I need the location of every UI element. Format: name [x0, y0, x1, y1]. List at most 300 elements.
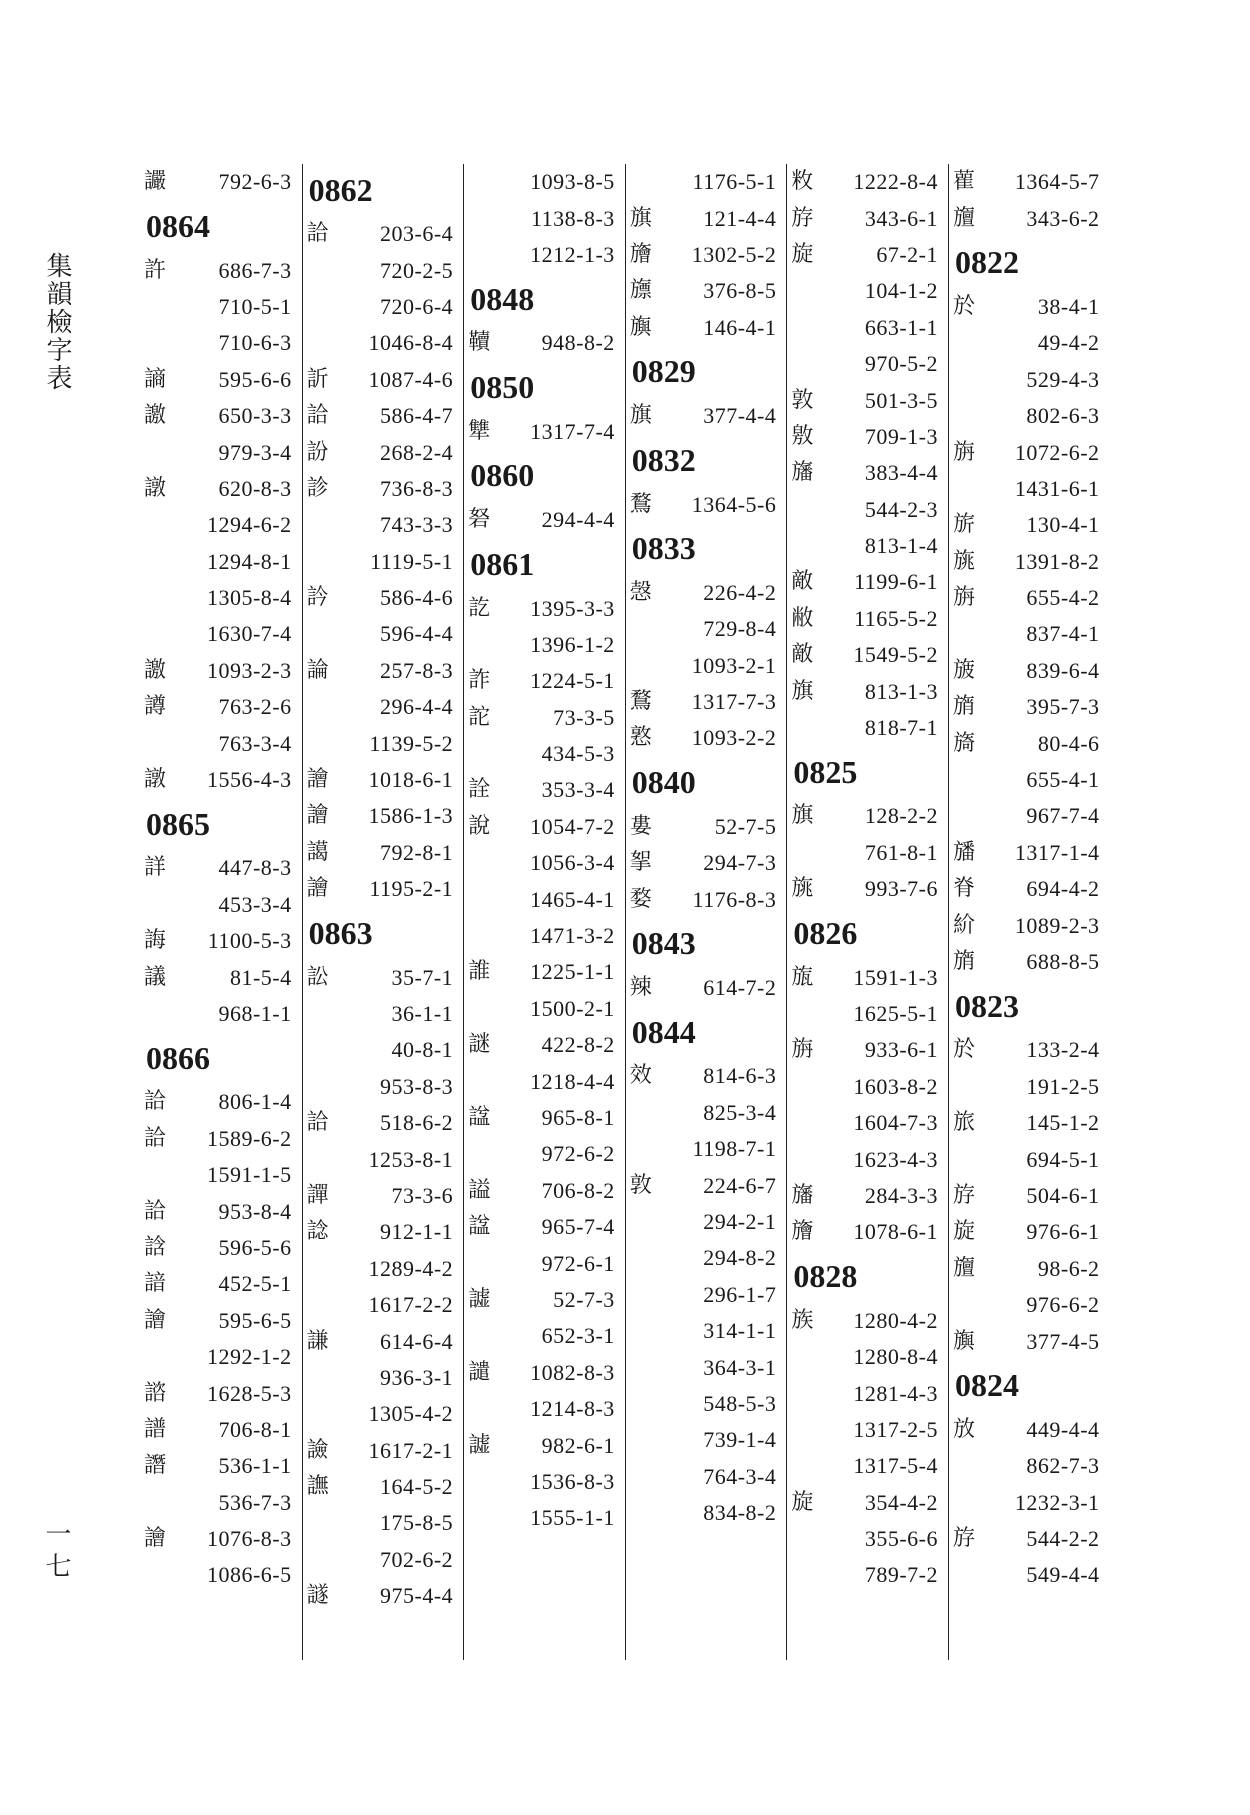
entry-reference: 1212-1-3 — [530, 241, 615, 267]
index-entry — [144, 362, 298, 398]
index-entry — [953, 871, 1106, 907]
entry-reference: 595-6-5 — [218, 1307, 292, 1333]
entry-reference: 702-6-2 — [380, 1546, 454, 1572]
entry-character: 旃 — [952, 439, 975, 465]
index-entry — [144, 996, 298, 1032]
index-entry — [953, 1141, 1106, 1177]
entry-reference: 146-4-1 — [703, 314, 777, 340]
entry-reference: 1317-7-4 — [530, 418, 615, 444]
entry-reference: 1138-8-3 — [530, 205, 615, 231]
index-entry — [953, 907, 1106, 943]
entry-character: 挐 — [629, 850, 652, 876]
index-entry — [953, 1287, 1106, 1323]
index-entry — [630, 1277, 783, 1313]
entry-reference: 1280-4-2 — [853, 1307, 938, 1333]
index-entry — [953, 944, 1106, 980]
index-entry — [307, 798, 460, 834]
entry-character: 謚 — [468, 1177, 491, 1203]
entry-reference: 736-8-3 — [380, 475, 454, 501]
entry-reference: 67-2-1 — [876, 241, 938, 267]
index-entry — [630, 237, 783, 273]
index-entry — [953, 544, 1106, 580]
entry-reference: 395-7-3 — [1026, 694, 1100, 720]
entry-character: 訢 — [306, 366, 329, 392]
index-entry — [144, 1339, 298, 1375]
index-entry — [468, 1173, 621, 1209]
index-entry — [468, 325, 621, 361]
index-entry — [307, 1032, 460, 1068]
entry-reference: 314-1-1 — [703, 1318, 777, 1344]
section-heading: 0862 — [308, 171, 373, 208]
entry-reference: 729-8-4 — [703, 616, 777, 642]
index-entry — [307, 507, 460, 543]
entry-reference: 296-1-7 — [703, 1281, 777, 1307]
index-entry — [791, 382, 944, 418]
index-entry — [468, 736, 621, 772]
entry-character: 譮 — [144, 1526, 167, 1552]
entry-reference: 544-2-2 — [1026, 1526, 1100, 1552]
index-entry — [630, 1459, 783, 1495]
entry-reference: 818-7-1 — [864, 715, 938, 741]
entry-character: 鶩 — [629, 491, 652, 517]
entry-character: 譴 — [468, 1359, 491, 1385]
entry-reference: 694-5-1 — [1026, 1146, 1100, 1172]
entry-reference: 1549-5-2 — [853, 642, 938, 668]
entry-character: 旓 — [952, 694, 975, 720]
entry-reference: 548-5-3 — [703, 1390, 777, 1416]
index-entry — [791, 1521, 944, 1557]
index-entry — [468, 1209, 621, 1245]
index-entry — [791, 1032, 944, 1068]
index-entry — [468, 991, 621, 1027]
entry-reference: 1317-7-3 — [691, 689, 777, 715]
entry-character: 譜 — [144, 1416, 167, 1442]
entry-reference: 1089-2-3 — [1014, 912, 1100, 938]
entry-reference: 813-1-3 — [864, 678, 938, 704]
index-column — [463, 164, 625, 1660]
entry-reference: 763-3-4 — [218, 730, 292, 756]
entry-reference: 972-6-1 — [541, 1250, 615, 1276]
section-heading: 0825 — [793, 753, 858, 790]
entry-character: 韇 — [468, 330, 491, 356]
index-entry — [468, 663, 621, 699]
entry-reference: 294-7-3 — [703, 850, 777, 876]
index-entry — [307, 616, 460, 652]
entry-reference: 1591-1-3 — [853, 964, 938, 990]
index-entry — [144, 325, 298, 361]
section-heading: 0864 — [146, 207, 210, 244]
section-heading: 0850 — [470, 369, 535, 406]
entry-reference: 1623-4-3 — [853, 1146, 938, 1172]
entry-reference: 434-5-3 — [541, 741, 615, 767]
entry-character: 譃 — [468, 1286, 491, 1312]
entry-reference: 965-8-1 — [541, 1105, 615, 1130]
entry-reference: 1556-4-3 — [206, 767, 292, 793]
index-entry — [791, 835, 944, 871]
entry-character: 譮 — [306, 876, 329, 902]
entry-character: 諳 — [144, 1271, 167, 1297]
entry-reference: 529-4-3 — [1026, 366, 1100, 392]
entry-character: 旋 — [791, 241, 814, 267]
entry-character: 敵 — [791, 569, 814, 595]
index-entry — [144, 887, 298, 923]
section-heading: 0865 — [146, 805, 210, 842]
entry-character: 放 — [952, 1416, 975, 1442]
index-entry — [144, 1375, 298, 1411]
entry-reference: 834-8-2 — [703, 1500, 777, 1526]
entry-character: 旐 — [791, 876, 814, 902]
index-entry — [307, 471, 460, 507]
entry-reference: 720-2-5 — [380, 257, 454, 283]
index-entry — [630, 200, 783, 236]
index-entry — [630, 1240, 783, 1276]
entry-reference: 452-5-1 — [218, 1271, 292, 1297]
index-entry — [791, 1557, 944, 1593]
entry-reference: 1317-5-4 — [853, 1453, 938, 1479]
index-entry — [630, 1495, 783, 1531]
entry-reference: 975-4-4 — [380, 1583, 454, 1609]
index-entry — [791, 1375, 944, 1411]
index-entry — [144, 544, 298, 580]
index-entry — [791, 1105, 944, 1141]
entry-reference: 655-4-1 — [1026, 767, 1100, 793]
entry-reference: 839-6-4 — [1026, 657, 1100, 683]
entry-reference: 596-5-6 — [218, 1234, 292, 1260]
entry-character: 譪 — [306, 839, 329, 865]
entry-reference: 763-2-6 — [218, 694, 292, 720]
index-entry — [953, 1251, 1106, 1287]
entry-character: 脊 — [952, 876, 975, 902]
index-entry — [468, 1100, 621, 1136]
entry-character: 旓 — [952, 949, 975, 974]
entry-reference: 422-8-2 — [541, 1032, 615, 1058]
entry-reference: 709-1-3 — [864, 423, 938, 449]
entry-reference: 73-3-6 — [391, 1182, 454, 1208]
entry-character: 敦 — [791, 387, 814, 413]
entry-character: 憝 — [629, 725, 652, 751]
entry-reference: 203-6-4 — [380, 221, 454, 247]
entry-reference: 1500-2-1 — [530, 995, 615, 1021]
index-entry — [307, 398, 460, 434]
entry-character: 誝 — [144, 1234, 167, 1260]
index-entry — [307, 325, 460, 361]
index-column — [302, 164, 464, 1660]
entry-character: 詮 — [468, 777, 491, 803]
index-entry — [791, 1303, 944, 1339]
entry-reference: 802-6-3 — [1026, 403, 1100, 429]
index-entry — [307, 1396, 460, 1432]
index-entry — [953, 1105, 1106, 1141]
entry-reference: 1591-1-5 — [206, 1162, 292, 1188]
entry-reference: 1232-3-1 — [1014, 1489, 1100, 1515]
index-entry — [791, 1339, 944, 1375]
entry-character: 詥 — [144, 1089, 167, 1115]
index-column — [786, 164, 948, 1660]
entry-character: 敦 — [629, 1172, 652, 1198]
entry-character: 紒 — [952, 912, 975, 938]
index-entry — [791, 455, 944, 491]
index-entry — [307, 362, 460, 398]
entry-character: 諗 — [306, 1219, 329, 1245]
entry-reference: 1305-8-4 — [206, 585, 292, 611]
entry-reference: 663-1-1 — [864, 314, 938, 340]
entry-reference: 1305-4-2 — [368, 1401, 454, 1427]
index-entry — [791, 310, 944, 346]
section-heading: 0863 — [308, 914, 373, 951]
index-entry — [144, 289, 298, 325]
entry-reference: 1078-6-1 — [853, 1219, 938, 1245]
entry-character: 辣 — [629, 975, 652, 1001]
index-entry — [307, 835, 460, 871]
index-entry — [468, 772, 621, 808]
index-entry — [307, 996, 460, 1032]
index-entry — [953, 507, 1106, 543]
entry-reference: 128-2-2 — [864, 803, 938, 829]
entry-reference: 655-4-2 — [1026, 585, 1100, 611]
entry-character: 訜 — [306, 439, 329, 465]
entry-character: 雚 — [952, 169, 975, 195]
entry-character: 旝 — [791, 1219, 814, 1245]
index-entry — [953, 362, 1106, 398]
entry-reference: 376-8-5 — [703, 278, 777, 304]
index-entry — [630, 486, 783, 522]
index-entry — [468, 845, 621, 881]
entry-character: 於 — [952, 1037, 975, 1063]
index-entry — [953, 1412, 1106, 1448]
entry-reference: 1139-5-2 — [369, 730, 454, 756]
entry-reference: 586-4-7 — [380, 403, 454, 429]
entry-character: 譐 — [144, 694, 167, 720]
index-column — [140, 164, 302, 1660]
entry-reference: 792-8-1 — [380, 839, 454, 865]
entry-character: 旝 — [629, 241, 652, 267]
entry-reference: 35-7-1 — [391, 964, 454, 990]
entry-reference: 1431-6-1 — [1014, 475, 1100, 501]
index-entry — [144, 959, 298, 995]
index-entry — [468, 590, 621, 626]
index-entry — [144, 507, 298, 543]
index-entry — [468, 1282, 621, 1318]
index-entry — [307, 1251, 460, 1287]
entry-reference: 377-4-4 — [703, 403, 777, 429]
index-entry — [307, 252, 460, 288]
index-entry — [307, 1469, 460, 1505]
entry-reference: 353-3-4 — [541, 777, 615, 803]
entry-reference: 1214-8-3 — [530, 1396, 615, 1422]
entry-reference: 1280-8-4 — [853, 1344, 938, 1370]
entry-reference: 792-6-3 — [218, 169, 292, 195]
entry-character: 旖 — [952, 730, 975, 756]
index-entry — [307, 289, 460, 325]
entry-character: 謪 — [144, 366, 167, 392]
entry-reference: 764-3-4 — [703, 1463, 777, 1489]
index-entry — [630, 1349, 783, 1385]
index-entry — [468, 918, 621, 954]
index-entry — [630, 845, 783, 881]
entry-reference: 596-4-4 — [380, 621, 454, 647]
index-entry — [307, 1578, 460, 1614]
entry-character: 詳 — [144, 855, 167, 881]
entry-reference: 1589-6-2 — [206, 1125, 292, 1151]
entry-reference: 1195-2-1 — [369, 876, 454, 902]
entry-reference: 1289-4-2 — [368, 1255, 454, 1281]
entry-character: 旚 — [629, 278, 652, 304]
index-entry — [630, 575, 783, 611]
index-entry — [468, 1136, 621, 1172]
entry-character: 旙 — [952, 839, 975, 865]
index-entry — [468, 1355, 621, 1391]
index-column — [625, 164, 787, 1660]
entry-reference: 965-7-4 — [541, 1214, 615, 1240]
entry-character: 讝 — [144, 169, 167, 195]
entry-character: 說 — [468, 813, 491, 839]
index-entry — [144, 1557, 298, 1593]
index-entry — [144, 616, 298, 652]
entry-reference: 814-6-3 — [703, 1063, 777, 1089]
entry-reference: 36-1-1 — [391, 1001, 454, 1026]
section-heading: 0823 — [954, 987, 1019, 1024]
entry-character: 敝 — [791, 605, 814, 631]
entry-reference: 453-3-4 — [218, 891, 292, 917]
entry-character: 譈 — [144, 767, 167, 793]
index-entry — [953, 1521, 1106, 1557]
index-entry — [953, 798, 1106, 834]
entry-reference: 1630-7-4 — [206, 621, 292, 647]
entry-reference: 979-3-4 — [218, 439, 292, 465]
entry-character: 旟 — [629, 314, 652, 340]
index-entry — [953, 762, 1106, 798]
entry-character: 於 — [952, 293, 975, 319]
index-entry — [630, 809, 783, 845]
entry-reference: 549-4-4 — [1026, 1562, 1100, 1588]
index-entry — [144, 1521, 298, 1557]
index-entry — [791, 419, 944, 455]
entry-reference: 1218-4-4 — [530, 1068, 615, 1094]
entry-character: 敉 — [791, 169, 814, 195]
index-entry — [307, 1141, 460, 1177]
index-entry — [791, 996, 944, 1032]
entry-character: 旟 — [952, 1328, 975, 1354]
index-entry — [791, 1069, 944, 1105]
index-entry — [791, 1412, 944, 1448]
entry-character: 詥 — [306, 1110, 329, 1136]
entry-reference: 706-8-2 — [541, 1177, 615, 1203]
index-entry — [144, 1266, 298, 1302]
index-entry — [307, 1069, 460, 1105]
entry-reference: 652-3-1 — [541, 1323, 615, 1349]
entry-reference: 1364-5-6 — [691, 491, 777, 517]
entry-reference: 1471-3-2 — [530, 923, 615, 949]
index-entry — [953, 1448, 1106, 1484]
entry-reference: 284-3-3 — [864, 1182, 938, 1208]
entry-reference: 1072-6-2 — [1014, 439, 1100, 465]
entry-reference: 38-4-1 — [1037, 293, 1100, 319]
page-number: 一七 — [41, 1520, 71, 1584]
entry-reference: 650-3-3 — [218, 403, 292, 429]
entry-reference: 1396-1-2 — [530, 631, 615, 657]
entry-reference: 121-4-4 — [703, 205, 777, 231]
entry-reference: 1625-5-1 — [853, 1001, 938, 1026]
index-entry — [144, 1084, 298, 1120]
index-entry — [307, 1433, 460, 1469]
entry-reference: 686-7-3 — [218, 257, 292, 283]
entry-character: 鶩 — [629, 689, 652, 715]
entry-reference: 296-4-4 — [380, 694, 454, 720]
index-entry — [468, 237, 621, 273]
index-entry — [307, 1178, 460, 1214]
entry-character: 族 — [791, 1307, 814, 1333]
entry-character: 諡 — [468, 1105, 491, 1130]
index-entry — [307, 871, 460, 907]
entry-reference: 967-7-4 — [1026, 803, 1100, 829]
index-entry — [791, 346, 944, 382]
entry-reference: 743-3-3 — [380, 512, 454, 538]
entry-reference: 972-6-2 — [541, 1141, 615, 1167]
entry-reference: 536-1-1 — [218, 1453, 292, 1479]
entry-character: 詥 — [306, 221, 329, 247]
section-heading: 0866 — [146, 1039, 210, 1076]
index-entry — [791, 710, 944, 746]
index-entry — [953, 616, 1106, 652]
entry-reference: 806-1-4 — [218, 1089, 292, 1115]
index-entry — [953, 1214, 1106, 1250]
entry-character: 誨 — [144, 928, 167, 954]
entry-reference: 1302-5-2 — [691, 241, 777, 267]
index-entry — [468, 1027, 621, 1063]
section-heading: 0824 — [954, 1367, 1019, 1404]
index-entry — [791, 237, 944, 273]
section-heading: 0840 — [631, 764, 696, 801]
entry-reference: 544-2-3 — [864, 496, 938, 522]
entry-reference: 1555-1-1 — [530, 1505, 615, 1531]
index-entry — [468, 502, 621, 538]
entry-reference: 1119-5-1 — [370, 548, 454, 574]
entry-reference: 343-6-2 — [1026, 205, 1100, 231]
index-entry — [630, 648, 783, 684]
entry-reference: 706-8-1 — [218, 1416, 292, 1442]
section-heading: 0860 — [470, 457, 535, 494]
entry-reference: 1176-5-1 — [692, 169, 777, 195]
entry-reference: 80-4-6 — [1037, 730, 1100, 756]
entry-reference: 1536-8-3 — [530, 1468, 615, 1494]
index-entry — [468, 881, 621, 917]
index-entry — [630, 1131, 783, 1167]
index-entry — [307, 1105, 460, 1141]
index-entry — [144, 252, 298, 288]
entry-reference: 789-7-2 — [864, 1562, 938, 1588]
index-entry — [468, 1245, 621, 1281]
index-entry — [144, 1303, 298, 1339]
entry-reference: 355-6-6 — [864, 1526, 938, 1552]
index-entry — [468, 414, 621, 450]
entry-character: 婺 — [629, 886, 652, 912]
entry-reference: 595-6-6 — [218, 366, 292, 392]
index-entry — [630, 1167, 783, 1203]
index-entry — [791, 164, 944, 200]
entry-character: 斿 — [791, 205, 814, 231]
index-entry — [630, 720, 783, 756]
entry-reference: 933-6-1 — [864, 1037, 938, 1063]
entry-reference: 98-6-2 — [1037, 1255, 1100, 1281]
entry-reference: 710-6-3 — [218, 330, 292, 356]
entry-character: 旐 — [952, 548, 975, 574]
index-entry — [953, 689, 1106, 725]
entry-reference: 936-3-1 — [380, 1364, 454, 1390]
entry-character: 訡 — [306, 585, 329, 611]
entry-character: 譤 — [144, 403, 167, 429]
entry-reference: 1086-6-5 — [206, 1562, 292, 1588]
entry-reference: 1093-2-1 — [691, 652, 777, 678]
